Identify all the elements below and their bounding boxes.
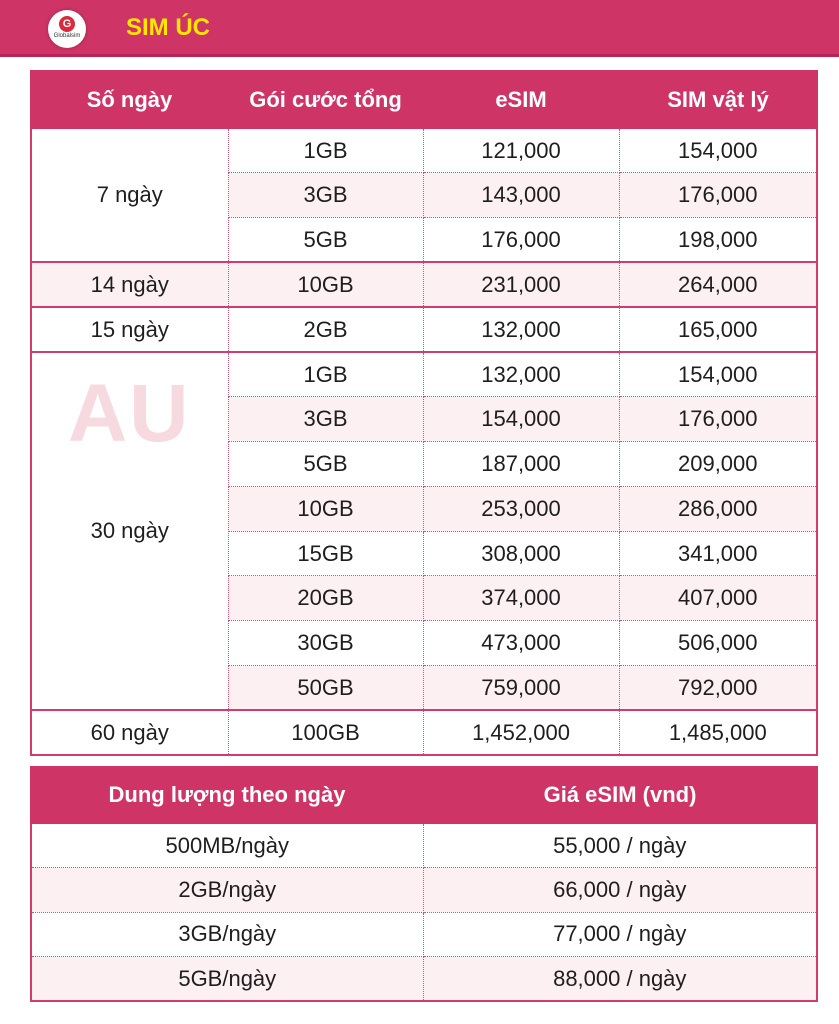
esim-price-cell: 308,000 — [423, 531, 619, 576]
header-days: Số ngày — [31, 71, 228, 128]
header-esim: eSIM — [423, 71, 619, 128]
physical-sim-price-cell: 286,000 — [619, 486, 817, 531]
page-title: SIM ÚC — [126, 14, 210, 41]
table-header-row — [31, 71, 817, 128]
esim-price-cell: 231,000 — [423, 262, 619, 307]
package-cell: 5GB — [228, 442, 423, 487]
header-daily-capacity: Dung lượng theo ngày — [31, 767, 423, 823]
esim-price-cell: 253,000 — [423, 486, 619, 531]
esim-price-cell: 176,000 — [423, 218, 619, 263]
physical-sim-price-cell: 792,000 — [619, 666, 817, 711]
page-header — [0, 0, 839, 57]
package-cell: 10GB — [228, 486, 423, 531]
days-label: 7 ngày — [96, 182, 163, 208]
table-row — [31, 823, 817, 868]
package-cell: 100GB — [228, 710, 423, 755]
table-row — [31, 352, 817, 397]
esim-price-cell: 143,000 — [423, 173, 619, 218]
esim-price-cell: 1,452,000 — [423, 710, 619, 755]
daily-table-body — [31, 823, 817, 1001]
physical-sim-price-cell: 198,000 — [619, 218, 817, 263]
daily-price-cell: 77,000 / ngày — [423, 912, 817, 957]
esim-price-cell: 374,000 — [423, 576, 619, 621]
logo-text: Globalsim — [53, 33, 81, 39]
package-cell: 15GB — [228, 531, 423, 576]
physical-sim-price-cell: 407,000 — [619, 576, 817, 621]
package-cell: 10GB — [228, 262, 423, 307]
au-watermark: AU — [68, 367, 191, 459]
package-cell: 20GB — [228, 576, 423, 621]
daily-price-cell: 66,000 / ngày — [423, 868, 817, 913]
daily-price-cell: 88,000 / ngày — [423, 957, 817, 1002]
physical-sim-price-cell: 154,000 — [619, 128, 817, 173]
esim-price-cell: 132,000 — [423, 352, 619, 397]
days-cell — [31, 307, 228, 352]
table-row — [31, 912, 817, 957]
physical-sim-price-cell: 1,485,000 — [619, 710, 817, 755]
days-label: 15 ngày — [90, 316, 169, 342]
table-row — [31, 128, 817, 173]
logo-g-icon: G — [59, 16, 75, 32]
package-cell: 1GB — [228, 128, 423, 173]
daily-capacity-cell: 3GB/ngày — [31, 912, 423, 957]
esim-price-cell: 132,000 — [423, 307, 619, 352]
package-cell: 5GB — [228, 218, 423, 263]
table-row — [31, 710, 817, 755]
package-table-body — [31, 128, 817, 755]
package-cell: 30GB — [228, 621, 423, 666]
globalsim-logo — [48, 10, 86, 48]
daily-capacity-cell: 500MB/ngày — [31, 823, 423, 868]
package-cell: 50GB — [228, 666, 423, 711]
daily-capacity-cell: 2GB/ngày — [31, 868, 423, 913]
esim-price-cell: 154,000 — [423, 397, 619, 442]
days-label: 14 ngày — [90, 271, 169, 297]
package-cell: 3GB — [228, 173, 423, 218]
package-cell: 2GB — [228, 307, 423, 352]
daily-price-cell: 55,000 / ngày — [423, 823, 817, 868]
header-package: Gói cước tổng — [228, 71, 423, 128]
physical-sim-price-cell: 209,000 — [619, 442, 817, 487]
table-row — [31, 957, 817, 1002]
header-physical-sim: SIM vật lý — [619, 71, 817, 128]
physical-sim-price-cell: 341,000 — [619, 531, 817, 576]
daily-capacity-cell: 5GB/ngày — [31, 957, 423, 1002]
esim-price-cell: 473,000 — [423, 621, 619, 666]
esim-price-cell: 121,000 — [423, 128, 619, 173]
days-cell — [31, 262, 228, 307]
package-price-table — [30, 70, 818, 756]
daily-data-price-table — [30, 766, 818, 1002]
table-row — [31, 868, 817, 913]
days-cell — [31, 710, 228, 755]
esim-price-cell: 759,000 — [423, 666, 619, 711]
package-cell: 3GB — [228, 397, 423, 442]
physical-sim-price-cell: 154,000 — [619, 352, 817, 397]
days-cell — [31, 128, 228, 262]
table-row — [31, 307, 817, 352]
days-cell — [31, 352, 228, 710]
physical-sim-price-cell: 506,000 — [619, 621, 817, 666]
esim-price-cell: 187,000 — [423, 442, 619, 487]
days-label: 60 ngày — [90, 719, 169, 745]
table-row — [31, 262, 817, 307]
header-esim-price: Giá eSIM (vnd) — [423, 767, 817, 823]
physical-sim-price-cell: 176,000 — [619, 397, 817, 442]
package-cell: 1GB — [228, 352, 423, 397]
physical-sim-price-cell: 264,000 — [619, 262, 817, 307]
physical-sim-price-cell: 165,000 — [619, 307, 817, 352]
physical-sim-price-cell: 176,000 — [619, 173, 817, 218]
days-label: 30 ngày — [90, 518, 169, 544]
table-header-row — [31, 767, 817, 823]
